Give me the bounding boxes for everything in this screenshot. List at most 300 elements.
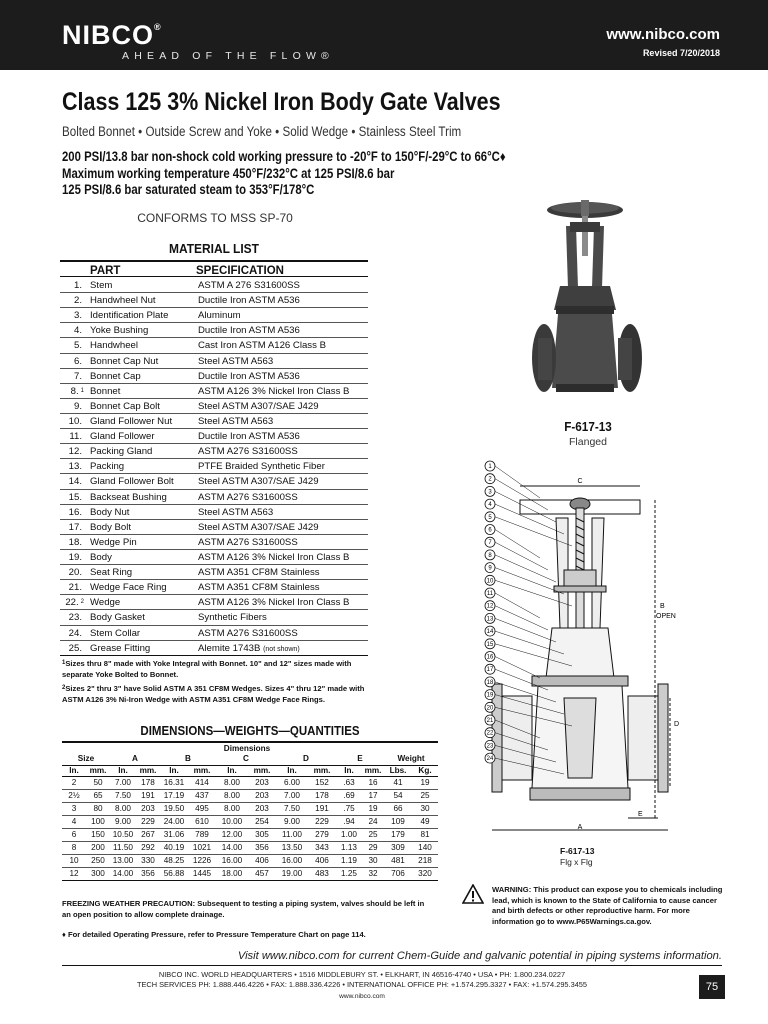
table-cell: 13.00: [110, 854, 136, 867]
table-cell: 140: [412, 841, 438, 854]
table-cell: 30: [362, 854, 384, 867]
table-cell: 80: [86, 802, 110, 815]
svg-text:22: 22: [486, 730, 494, 737]
material-row: [60, 354, 368, 369]
table-cell: 1.19: [336, 854, 362, 867]
table-row: [62, 841, 438, 854]
spec-line: Maximum working temperature 450°F/232°C at 125 PSI/8.6 bar: [62, 165, 395, 181]
material-row: [60, 520, 368, 535]
table-cell: 9.00: [110, 815, 136, 828]
col-d: D: [276, 754, 336, 765]
table-cell: 1021: [188, 841, 216, 854]
part-spec: Ductile Iron ASTM A536: [198, 431, 300, 443]
svg-text:2: 2: [488, 476, 492, 483]
svg-text:21: 21: [486, 718, 494, 724]
part-spec: ASTM A351 CF8M Stainless: [198, 567, 320, 579]
material-row: [60, 384, 368, 399]
svg-text:13: 13: [486, 616, 494, 623]
table-cell: 200: [86, 841, 110, 854]
table-cell: 495: [188, 802, 216, 815]
part-name: Body Bolt: [90, 521, 132, 533]
table-cell: 1.13: [336, 841, 362, 854]
part-spec: Ductile Iron ASTM A536: [198, 325, 300, 337]
spec-line: 200 PSI/13.8 bar non-shock cold working pressure to -20°F to 150°F/-29°C to 66°C♦: [62, 149, 506, 164]
table-cell: 9.00: [276, 815, 308, 828]
table-cell: 24.00: [160, 815, 188, 828]
col-b: B: [160, 754, 216, 765]
unit-header: In.: [216, 765, 248, 776]
material-row: [60, 641, 368, 656]
table-cell: 12: [62, 867, 86, 880]
part-name: Wedge: [90, 597, 121, 609]
footer-phones: TECH SERVICES PH: 1.888.446.4226 • FAX: 1.888.336.4226 • INTERNATIONAL OFFICE PH: +1.574.295.3327 • FAX: +1.574.295.3455: [136, 980, 588, 989]
part-spec: ASTM A276 S31600SS: [198, 627, 298, 639]
material-row: [60, 414, 368, 429]
freeze-precaution: FREEZING WEATHER PRECAUTION: Subsequent to testing a piping system, valves should be left in an open position to allow complete drainage.: [62, 899, 425, 919]
table-row: [62, 867, 438, 880]
table-cell: 13.50: [276, 841, 308, 854]
part-spec: PTFE Braided Synthetic Fiber: [198, 461, 325, 473]
material-row: [60, 565, 368, 580]
table-cell: 414: [188, 776, 216, 789]
material-row: [60, 550, 368, 565]
svg-text:16: 16: [486, 654, 494, 661]
table-cell: 229: [136, 815, 160, 828]
spec-line: 125 PSI/8.6 bar saturated steam to 353°F/178°C: [62, 182, 315, 197]
table-cell: 229: [308, 815, 336, 828]
drawing-connection: Flg x Flg: [560, 857, 593, 867]
table-cell: 10.00: [216, 815, 248, 828]
svg-text:20: 20: [486, 705, 494, 712]
table-cell: 178: [308, 789, 336, 802]
table-cell: .75: [336, 802, 362, 815]
material-list-title: MATERIAL LIST: [169, 241, 259, 256]
table-row: [62, 828, 438, 841]
drawing-callout: [485, 563, 564, 594]
table-cell: 152: [308, 776, 336, 789]
material-row: [60, 580, 368, 595]
table-cell: 406: [248, 854, 276, 867]
page-subtitle: Bolted Bonnet • Outside Screw and Yoke • Solid Wedge • Stainless Steel Trim: [62, 124, 462, 139]
table-cell: 191: [308, 802, 336, 815]
material-row: [60, 278, 368, 293]
part-number: 23.: [68, 612, 82, 624]
part-number: 15.: [68, 491, 82, 503]
table-cell: 25: [362, 828, 384, 841]
material-row: [60, 474, 368, 489]
table-cell: 7.00: [110, 776, 136, 789]
table-cell: 6.00: [276, 776, 308, 789]
table-cell: 50: [86, 776, 110, 789]
warning-triangle-icon: [462, 884, 484, 904]
table-cell: 56.88: [160, 867, 188, 880]
footer-address: NIBCO INC. WORLD HEADQUARTERS • 1516 MIDDLEBURY ST. • ELKHART, IN 46516-4740 • USA • PH: 1.800.234.0227: [158, 970, 566, 979]
part-spec: Steel ASTM A563: [198, 415, 274, 427]
part-number: 7.: [73, 370, 82, 382]
product-model: F-617-13: [564, 419, 612, 434]
part-spec: ASTM A276 S31600SS: [198, 446, 298, 458]
table-cell: 250: [86, 854, 110, 867]
material-row: [60, 505, 368, 520]
dim-d-label: D: [674, 721, 680, 728]
table-cell: 66: [384, 802, 412, 815]
table-cell: 49: [412, 815, 438, 828]
table-cell: 17: [362, 789, 384, 802]
table-cell: 7.50: [110, 789, 136, 802]
part-number: 2.: [73, 295, 82, 307]
table-cell: 109: [384, 815, 412, 828]
part-number: 4.: [73, 325, 82, 337]
table-cell: 32: [362, 867, 384, 880]
table-cell: 7.50: [276, 802, 308, 815]
part-number: 25.: [68, 642, 82, 654]
table-cell: 100: [86, 815, 110, 828]
part-name: Packing: [90, 461, 125, 473]
svg-text:1: 1: [488, 464, 492, 470]
part-name: Body: [90, 551, 112, 563]
unit-header: In.: [62, 765, 86, 776]
material-row: [60, 595, 368, 610]
part-name: Grease Fitting: [90, 642, 151, 654]
material-row: [60, 323, 368, 338]
part-spec: Aluminum: [198, 310, 241, 322]
table-cell: 81: [412, 828, 438, 841]
table-cell: .69: [336, 789, 362, 802]
table-cell: 254: [248, 815, 276, 828]
part-number: 8. $^1$: [70, 385, 84, 397]
dimensions-title: DIMENSIONS—WEIGHTS—QUANTITIES: [140, 724, 360, 738]
part-number: 16.: [68, 506, 82, 518]
table-row: [62, 854, 438, 867]
svg-text:4: 4: [488, 502, 492, 509]
part-name: Wedge Pin: [90, 536, 137, 548]
part-name: Yoke Bushing: [90, 325, 149, 337]
part-spec: ASTM A126 3% Nickel Iron Class B: [198, 551, 350, 563]
material-row: [60, 610, 368, 625]
table-cell: 8: [62, 841, 86, 854]
part-name: Handwheel: [90, 340, 139, 352]
part-name: Seat Ring: [90, 567, 133, 579]
svg-text:11: 11: [486, 591, 494, 597]
table-cell: 18.00: [216, 867, 248, 880]
table-cell: 1.00: [336, 828, 362, 841]
table-cell: 8.00: [216, 789, 248, 802]
part-number: 20.: [68, 567, 82, 579]
part-name: Bonnet Cap: [90, 370, 141, 382]
dimensions-body: [62, 776, 438, 880]
svg-text:3: 3: [488, 489, 492, 496]
material-row: [60, 308, 368, 323]
table-cell: 300: [86, 867, 110, 880]
units-row: [62, 765, 438, 776]
part-name: Bonnet Cap Nut: [90, 355, 159, 367]
table-cell: 1.25: [336, 867, 362, 880]
table-cell: 279: [308, 828, 336, 841]
table-cell: 10: [62, 854, 86, 867]
table-cell: 14.00: [110, 867, 136, 880]
header-part: PART: [90, 265, 121, 277]
table-cell: 25: [412, 789, 438, 802]
part-name: Packing Gland: [90, 446, 153, 458]
note-1: $^1$Sizes thru 8" made with Yoke Integral with Bonnet. 10" and 12" sizes made with separate Yoke Bolted to Bonnet.: [62, 659, 352, 679]
table-cell: 3: [62, 802, 86, 815]
table-cell: 12.00: [216, 828, 248, 841]
part-spec: Synthetic Fibers: [198, 612, 267, 624]
material-list: [60, 278, 368, 656]
table-cell: 19.50: [160, 802, 188, 815]
material-notes: [62, 658, 372, 708]
page-title: Class 125 3% Nickel Iron Body Gate Valves: [62, 88, 501, 116]
material-row: [60, 369, 368, 384]
table-cell: 19.00: [276, 867, 308, 880]
part-number: 12.: [68, 446, 82, 458]
col-size: Size: [62, 754, 110, 765]
table-cell: 10.50: [110, 828, 136, 841]
table-cell: 11.00: [276, 828, 308, 841]
part-name: Identification Plate: [90, 310, 169, 322]
table-cell: 330: [136, 854, 160, 867]
table-cell: 6: [62, 828, 86, 841]
table-cell: 8.00: [216, 802, 248, 815]
dim-a-label: A: [577, 824, 583, 831]
drawing-callout: [485, 652, 540, 679]
pressure-chart-note: ♦ For detailed Operating Pressure, refer to Pressure Temperature Chart on page 114.: [62, 930, 366, 939]
table-cell: 1445: [188, 867, 216, 880]
table-cell: 19: [412, 776, 438, 789]
page-number: 75: [699, 975, 725, 999]
table-cell: 16.31: [160, 776, 188, 789]
table-row: [62, 802, 438, 815]
note-2: $^2$Sizes 2" thru 3" have Solid ASTM A 351 CF8M Wedges. Sizes 4" thru 12" made with ASTM A126 3% Ni-Iron Wedge with ASTM A351 CF8M Wedge Face Rings.: [62, 684, 365, 704]
part-number: 3.: [73, 310, 82, 322]
svg-text:14: 14: [486, 629, 494, 636]
part-spec: ASTM A276 S31600SS: [198, 491, 298, 503]
svg-text:6: 6: [488, 527, 492, 534]
conforms-statement: CONFORMS TO MSS SP-70: [137, 211, 293, 225]
table-cell: 16.00: [216, 854, 248, 867]
table-cell: 481: [384, 854, 412, 867]
dimensions-table-wrap: [62, 741, 438, 881]
part-name: Stem: [90, 280, 113, 291]
table-cell: 483: [308, 867, 336, 880]
dim-b-open-label: OPEN: [656, 613, 676, 620]
part-spec: Alemite 1743B (not shown): [198, 642, 300, 654]
svg-text:17: 17: [486, 667, 494, 674]
part-number: 21.: [68, 582, 82, 594]
part-name: Body Nut: [90, 506, 130, 518]
footer-website[interactable]: www.nibco.com: [339, 993, 385, 1000]
header-website[interactable]: www.nibco.com: [606, 26, 720, 43]
table-cell: 41: [384, 776, 412, 789]
prop65-warning: WARNING: This product can expose you to chemicals including lead, which is known to the State of California to cause cancer and birth defects or other reproductive harm. For more information go to www.P65Warnings.ca.gov.: [492, 885, 723, 926]
dim-b-label: B: [660, 603, 665, 610]
dimensions-table: [62, 743, 438, 881]
unit-header: mm.: [86, 765, 110, 776]
table-cell: .63: [336, 776, 362, 789]
part-spec: Steel ASTM A307/SAE J429: [198, 476, 319, 488]
part-spec: Ductile Iron ASTM A536: [198, 295, 300, 307]
table-cell: 8.00: [216, 776, 248, 789]
table-cell: 17.19: [160, 789, 188, 802]
valve-photo: [530, 198, 650, 413]
part-spec: ASTM A276 S31600SS: [198, 536, 298, 548]
part-spec: Cast Iron ASTM A126 Class B: [198, 340, 326, 352]
table-cell: 179: [384, 828, 412, 841]
part-spec: Ductile Iron ASTM A536: [198, 370, 300, 382]
drawing-callout: [485, 613, 556, 642]
col-c: C: [216, 754, 276, 765]
dimensions-group-header: Dimensions: [223, 743, 271, 753]
table-cell: 320: [412, 867, 438, 880]
svg-text:12: 12: [486, 603, 494, 610]
table-cell: 4: [62, 815, 86, 828]
part-name: Handwheel Nut: [90, 295, 156, 307]
table-cell: 31.06: [160, 828, 188, 841]
table-cell: 437: [188, 789, 216, 802]
unit-header: In.: [110, 765, 136, 776]
unit-header: Kg.: [412, 765, 438, 776]
unit-header: mm.: [308, 765, 336, 776]
svg-text:23: 23: [486, 743, 494, 750]
svg-text:8: 8: [488, 552, 492, 559]
table-cell: 203: [248, 789, 276, 802]
drawing-model: F-617-13: [560, 846, 595, 856]
part-spec: Steel ASTM A307/SAE J429: [198, 521, 319, 533]
table-cell: 48.25: [160, 854, 188, 867]
part-spec: Steel ASTM A563: [198, 355, 274, 367]
table-cell: 65: [86, 789, 110, 802]
material-row: [60, 429, 368, 444]
part-name: Gland Follower Bolt: [90, 476, 174, 488]
part-name: Wedge Face Ring: [90, 582, 167, 594]
material-row: [60, 293, 368, 308]
part-number: 1.: [73, 280, 82, 291]
part-number: 24.: [68, 627, 82, 639]
part-name: Bonnet Cap Bolt: [90, 400, 160, 412]
table-row: [62, 815, 438, 828]
part-spec: Steel ASTM A307/SAE J429: [198, 400, 319, 412]
part-number: 6.: [73, 355, 82, 367]
unit-header: mm.: [362, 765, 384, 776]
part-name: Bonnet: [90, 385, 121, 397]
part-name: Gland Follower: [90, 431, 155, 443]
svg-text:15: 15: [486, 641, 494, 648]
material-row: [60, 535, 368, 550]
part-name: Body Gasket: [90, 612, 145, 624]
table-cell: 150: [86, 828, 110, 841]
unit-header: Lbs.: [384, 765, 412, 776]
svg-text:18: 18: [486, 679, 494, 686]
table-cell: 309: [384, 841, 412, 854]
unit-header: In.: [276, 765, 308, 776]
material-row: [60, 626, 368, 641]
table-cell: 457: [248, 867, 276, 880]
table-cell: 356: [136, 867, 160, 880]
nibco-logo: NIBCO®: [62, 20, 162, 50]
header-bar: [0, 0, 768, 70]
unit-header: mm.: [136, 765, 160, 776]
part-name: Gland Follower Nut: [90, 415, 173, 427]
col-e: E: [336, 754, 384, 765]
table-cell: 40.19: [160, 841, 188, 854]
table-cell: 191: [136, 789, 160, 802]
part-spec: ASTM A351 CF8M Stainless: [198, 582, 320, 594]
table-cell: 7.00: [276, 789, 308, 802]
part-number: 13.: [68, 461, 82, 473]
material-row: [60, 338, 368, 353]
table-cell: 14.00: [216, 841, 248, 854]
product-type: Flanged: [569, 436, 607, 448]
tagline: AHEAD OF THE FLOW®: [122, 50, 334, 62]
visit-note: Visit www.nibco.com for current Chem-Guide and galvanic potential in piping systems information.: [62, 950, 722, 966]
table-cell: 203: [136, 802, 160, 815]
table-cell: 305: [248, 828, 276, 841]
table-cell: 8.00: [110, 802, 136, 815]
table-cell: 203: [248, 802, 276, 815]
unit-header: In.: [160, 765, 188, 776]
part-spec: ASTM A126 3% Nickel Iron Class B: [198, 597, 350, 609]
svg-text:9: 9: [488, 565, 492, 572]
part-number: 5.: [73, 340, 82, 352]
part-name: Backseat Bushing: [90, 491, 167, 503]
table-cell: 1226: [188, 854, 216, 867]
revised-date: Revised 7/20/2018: [642, 48, 720, 58]
table-cell: .94: [336, 815, 362, 828]
unit-header: mm.: [248, 765, 276, 776]
col-weight: Weight: [384, 754, 438, 765]
svg-text:24: 24: [486, 756, 494, 763]
table-cell: 178: [136, 776, 160, 789]
part-number: 17.: [68, 521, 82, 533]
header-specification: SPECIFICATION: [196, 265, 284, 277]
svg-text:10: 10: [486, 578, 494, 585]
part-number: 19.: [68, 551, 82, 563]
material-row: [60, 459, 368, 474]
valve-cross-section-drawing: [480, 458, 700, 843]
part-spec: Steel ASTM A563: [198, 506, 274, 518]
table-cell: 11.50: [110, 841, 136, 854]
table-cell: 16.00: [276, 854, 308, 867]
material-row: [60, 490, 368, 505]
part-number: 14.: [68, 476, 82, 488]
dim-e-label: E: [638, 811, 643, 818]
table-cell: 267: [136, 828, 160, 841]
table-cell: 610: [188, 815, 216, 828]
table-cell: 789: [188, 828, 216, 841]
table-cell: 406: [308, 854, 336, 867]
table-cell: 356: [248, 841, 276, 854]
material-row: [60, 399, 368, 414]
table-cell: 343: [308, 841, 336, 854]
table-cell: 29: [362, 841, 384, 854]
table-row: [62, 789, 438, 802]
dim-c-label: C: [577, 478, 583, 485]
part-number: 11.: [69, 431, 82, 443]
svg-text:7: 7: [488, 540, 492, 547]
table-cell: 292: [136, 841, 160, 854]
part-number: 9.: [73, 400, 82, 412]
part-number: 10.: [68, 415, 82, 427]
pressure-specs: [62, 149, 506, 199]
unit-header: In.: [336, 765, 362, 776]
table-cell: 16: [362, 776, 384, 789]
table-cell: 218: [412, 854, 438, 867]
table-cell: 2: [62, 776, 86, 789]
table-cell: 706: [384, 867, 412, 880]
unit-header: mm.: [188, 765, 216, 776]
svg-text:5: 5: [488, 514, 492, 521]
part-spec: ASTM A 276 S31600SS: [198, 280, 300, 291]
